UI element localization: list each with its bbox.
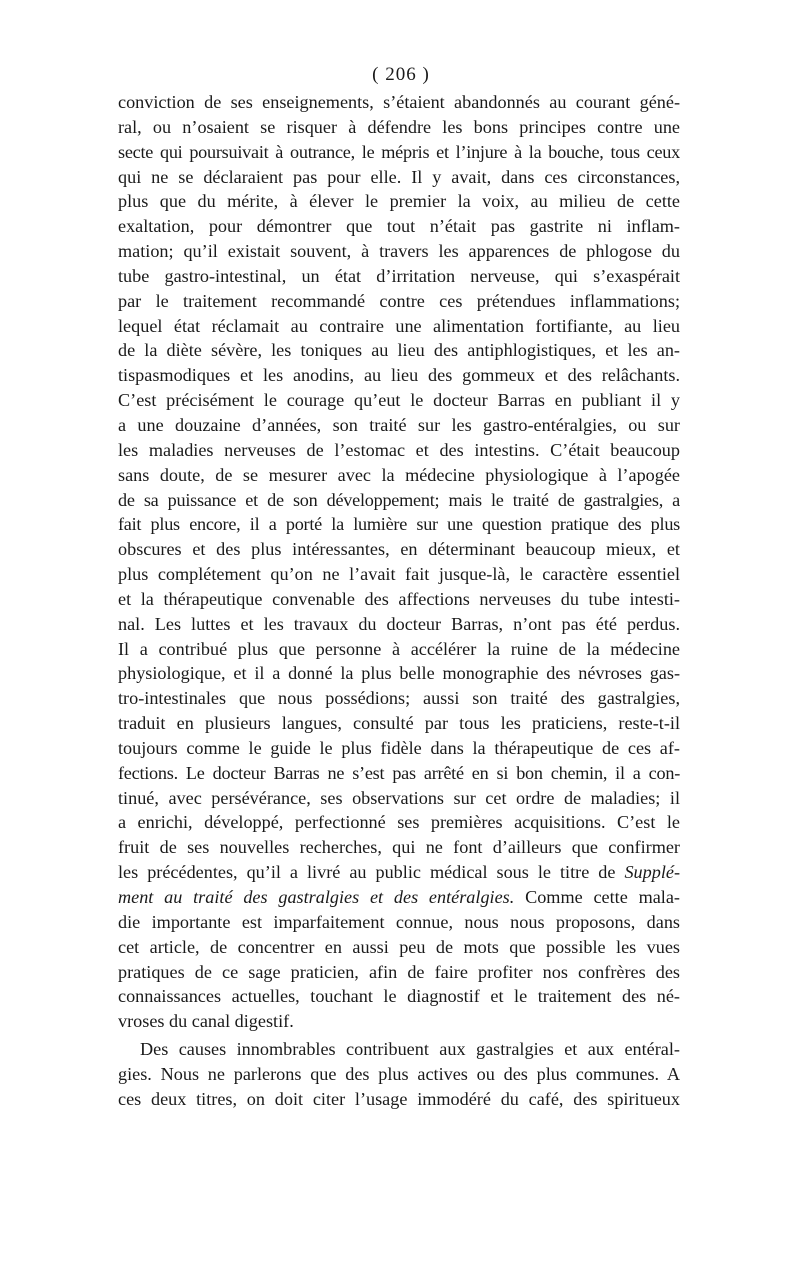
text-line: mation; qu’il existait souvent, à travers les apparences de phlogose du — [118, 241, 680, 262]
text-line: Il a contribué plus que personne à accélérer la ruine de la médecine — [118, 638, 680, 659]
text-segment: Comme cette mala- — [514, 887, 680, 907]
text-line: tispasmodiques et les anodins, au lieu des gommeux et des relâchants. — [118, 365, 680, 386]
text-line: die importante est imparfaitement connue, nous nous proposons, dans — [118, 911, 680, 932]
text-line: fections. Le docteur Barras ne s’est pas arrêté en si bon chemin, il a con- — [118, 762, 680, 783]
text-line: qui ne se déclaraient pas pour elle. Il y avait, dans ces circonstances, — [118, 166, 680, 187]
text-line-with-italic — [118, 885, 680, 910]
text-line: par le traitement recommandé contre ces prétendues inflammations; — [118, 290, 680, 311]
text-line: gies. Nous ne parlerons que des plus actives ou des plus communes. A — [118, 1063, 680, 1084]
italic-title-segment: Supplé- — [624, 862, 680, 883]
text-line: pratiques de ce sage praticien, afin de faire profiter nos confrères des — [118, 961, 680, 982]
text-line: secte qui poursuivait à outrance, le mépris et l’injure à la bouche, tous ceux — [118, 141, 680, 162]
text-line: ral, ou n’osaient se risquer à défendre les bons principes contre une — [118, 116, 680, 137]
document-page — [118, 62, 680, 1112]
text-line: C’est précisément le courage qu’eut le docteur Barras en publiant il y — [118, 390, 680, 411]
text-line: exaltation, pour démontrer que tout n’était pas gastrite ni inflam- — [118, 216, 680, 237]
text-line: ces deux titres, on doit citer l’usage immodéré du café, des spiritueux — [118, 1088, 680, 1109]
text-line: plus que du mérite, à élever le premier la voix, au milieu de cette — [118, 191, 680, 212]
text-line: de la diète sévère, les toniques au lieu des antiphlogistiques, et les an- — [118, 340, 680, 361]
text-line: connaissances actuelles, touchant le diagnostif et le traitement des né- — [118, 986, 680, 1007]
text-line: sans doute, de se mesurer avec la médecine physiologique à l’apogée — [118, 464, 680, 485]
page-number: ( 206 ) — [372, 64, 430, 85]
text-line: de sa puissance et de son développement; mais le traité de gastralgies, a — [118, 489, 680, 510]
text-line: les maladies nerveuses de l’estomac et des intestins. C’était beaucoup — [118, 439, 680, 460]
text-line: lequel état réclamait au contraire une alimentation fortifiante, au lieu — [118, 315, 680, 336]
text-line: conviction de ses enseignements, s’étaient abandonnés au courant géné- — [118, 92, 680, 112]
text-line: a enrichi, développé, perfectionné ses premières acquisitions. C’est le — [118, 812, 680, 833]
text-line: vroses du canal digestif. — [118, 1011, 294, 1032]
italic-title-segment: ment au traité des gastralgies et des entéralgies. — [118, 887, 515, 907]
text-line: fruit de ses nouvelles recherches, qui ne font d’ailleurs que confirmer — [118, 837, 680, 858]
text-line: tube gastro-intestinal, un état d’irritation nerveuse, qui s’exaspérait — [118, 265, 680, 286]
text-line: a une douzaine d’années, son traité sur les gastro-entéralgies, ou sur — [118, 414, 680, 435]
text-line: tinué, avec persévérance, ses observations sur cet ordre de maladies; il — [118, 787, 680, 808]
text-line: traduit en plusieurs langues, consulté par tous les praticiens, reste-t-il — [118, 713, 680, 734]
text-line: toujours comme le guide le plus fidèle dans la thérapeutique de ces af- — [118, 737, 680, 758]
text-segment: les précédentes, qu’il a livré au public médical sous le titre de — [118, 862, 616, 883]
text-line: cet article, de concentrer en aussi peu de mots que possible les vues — [118, 936, 680, 957]
text-line-with-italic — [118, 860, 680, 885]
text-line: physiologique, et il a donné la plus belle monographie des névroses gas- — [118, 663, 680, 684]
text-line: plus complétement qu’on ne l’avait fait jusque-là, le caractère essentiel — [118, 564, 680, 585]
text-line: tro-intestinales que nous possédions; aussi son traité des gastralgies, — [118, 688, 680, 709]
body-text — [118, 90, 680, 1112]
text-line: et la thérapeutique convenable des affections nerveuses du tube intesti- — [118, 588, 680, 609]
text-line: Des causes innombrables contribuent aux gastralgies et aux entéral- — [140, 1039, 680, 1060]
text-line: obscures et des plus intéressantes, en déterminant beaucoup mieux, et — [118, 539, 680, 560]
text-line: fait plus encore, il a porté la lumière sur une question pratique des plus — [118, 514, 680, 535]
text-line: nal. Les luttes et les travaux du docteur Barras, n’ont pas été perdus. — [118, 613, 680, 634]
